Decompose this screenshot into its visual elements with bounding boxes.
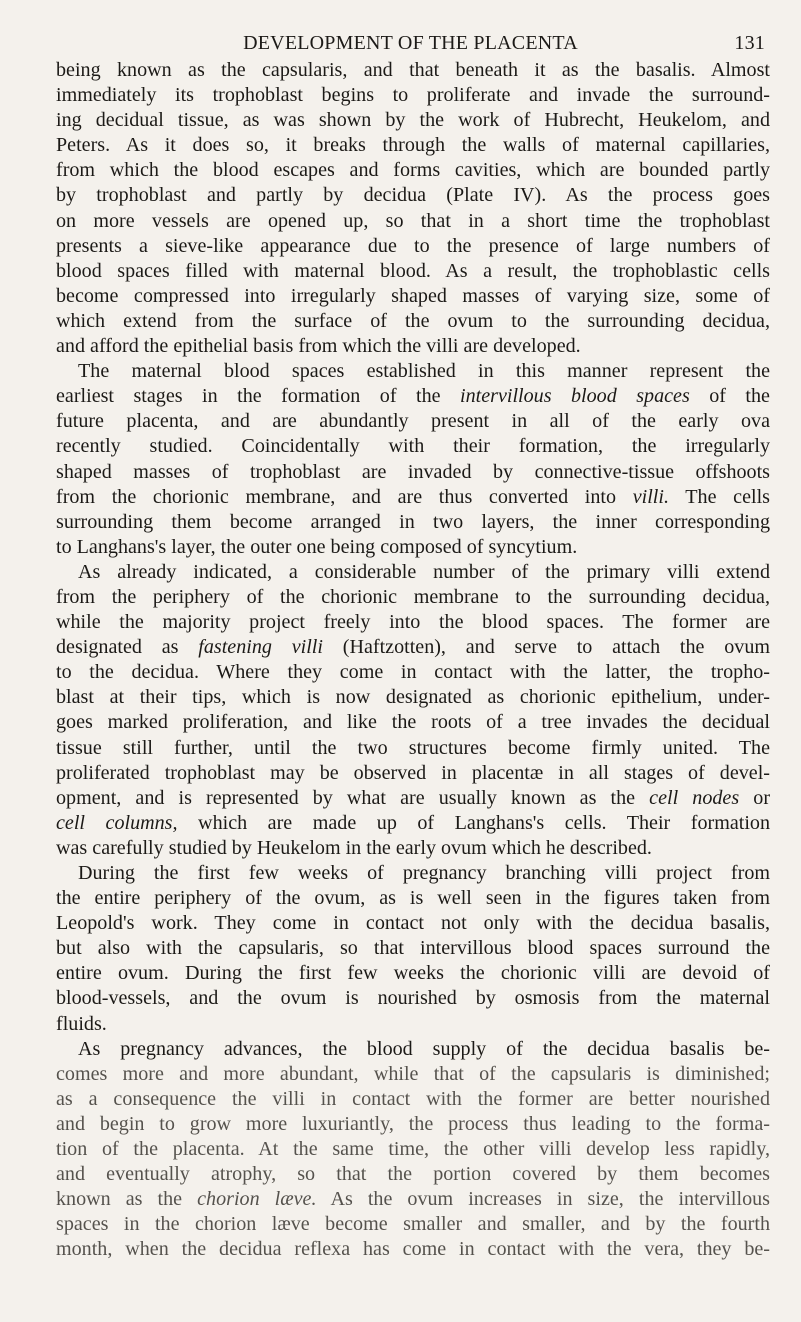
line-text: known as the <box>56 1188 198 1211</box>
text-line <box>56 560 770 585</box>
line-text: future placenta, and are abundantly present in all of the early ova <box>56 410 770 433</box>
line-text: tion of the placenta. At the same time, the other villi develop less rapidly, <box>56 1138 770 1161</box>
page-header <box>56 28 765 58</box>
text-line <box>56 1137 770 1162</box>
text-line <box>56 183 770 208</box>
text-line <box>56 133 770 158</box>
line-text: Peters. As it does so, it breaks through the walls of maternal capillaries, <box>56 134 770 157</box>
line-text: The cells <box>668 485 770 508</box>
text-line <box>56 1012 770 1037</box>
text-line <box>56 836 770 861</box>
text-line <box>56 234 770 259</box>
line-text: by trophoblast and partly by decidua (Plate IV). As the process goes <box>56 184 770 207</box>
line-text: designated as <box>56 636 199 659</box>
line-text: the entire periphery of the ovum, as is well seen in the figures taken from <box>56 887 770 910</box>
text-line <box>56 460 770 485</box>
text-line <box>56 635 770 660</box>
text-line <box>56 585 770 610</box>
line-text: ing decidual tissue, as was shown by the work of Hubrecht, Heukelom, and <box>56 109 770 132</box>
text-line <box>56 384 770 409</box>
text-line <box>56 710 770 735</box>
text-line <box>56 1037 770 1062</box>
line-text: and eventually atrophy, so that the portion covered by them becomes <box>56 1163 770 1186</box>
line-text: opment, and is represented by what are usually known as the <box>56 786 650 809</box>
text-line <box>56 886 770 911</box>
text-line <box>56 510 770 535</box>
line-text: fluids. <box>56 1012 107 1035</box>
line-text: As pregnancy advances, the blood supply of the decidua basalis be- <box>78 1037 770 1060</box>
text-line <box>56 811 770 836</box>
line-text: tissue still further, until the two structures become firmly united. The <box>56 736 770 759</box>
line-text: month, when the decidua reflexa has come in contact with the vera, they be- <box>56 1238 770 1261</box>
line-text: surrounding them become arranged in two layers, the inner corresponding <box>56 510 770 533</box>
line-text: and afford the epithelial basis from which the villi are developed. <box>56 335 581 358</box>
text-line <box>56 1062 770 1087</box>
text-line <box>56 434 770 459</box>
running-head: DEVELOPMENT OF THE PLACENTA <box>243 32 578 54</box>
text-line <box>56 861 770 886</box>
text-line <box>56 1212 770 1237</box>
text-line <box>56 961 770 986</box>
text-line <box>56 761 770 786</box>
line-text: blood-vessels, and the ovum is nourished by osmosis from the maternal <box>56 987 770 1010</box>
line-text: spaces in the chorion læve become smaller and smaller, and by the fourth <box>56 1213 770 1236</box>
line-text: proliferated trophoblast may be observed in placentæ in all stages of devel- <box>56 761 770 784</box>
line-text: presents a sieve-like appearance due to the presence of large numbers of <box>56 234 770 257</box>
line-text: or <box>739 786 771 809</box>
line-text: Leopold's work. They come in contact not only with the decidua basalis, <box>56 912 770 935</box>
text-line <box>56 1162 770 1187</box>
text-line <box>56 409 770 434</box>
line-text: As already indicated, a considerable number of the primary villi extend <box>78 560 770 583</box>
line-text: from which the blood escapes and forms cavities, which are bounded partly <box>56 159 770 182</box>
text-line <box>56 685 770 710</box>
text-line <box>56 309 770 334</box>
text-line <box>56 986 770 1011</box>
line-text: As the ovum increases in size, the intervillous <box>316 1188 770 1211</box>
text-line <box>56 359 770 384</box>
line-text: goes marked proliferation, and like the roots of a tree invades the decidual <box>56 711 770 734</box>
line-text: on more vessels are opened up, so that in a short time the trophoblast <box>56 209 770 232</box>
line-text: from the periphery of the chorionic membrane to the surrounding decidua, <box>56 585 770 608</box>
line-text: During the first few weeks of pregnancy branching villi project from <box>78 862 770 884</box>
text-line <box>56 1187 770 1212</box>
italic-term: intervillous blood spaces <box>460 385 690 408</box>
text-line <box>56 610 770 635</box>
italic-term: villi. <box>632 485 669 508</box>
text-line <box>56 158 770 183</box>
text-line <box>56 1237 770 1262</box>
text-line <box>56 786 770 811</box>
text-line <box>56 259 770 284</box>
text-line <box>56 535 770 560</box>
line-text: (Haftzotten), and serve to attach the ovum <box>322 636 770 659</box>
line-text: while the majority project freely into the blood spaces. The former are <box>56 611 770 634</box>
line-text: which are made up of Langhans's cells. Their formation <box>177 811 770 834</box>
line-text: to the decidua. Where they come in contact with the latter, the tropho- <box>56 661 770 684</box>
line-text: recently studied. Coincidentally with their formation, the irregularly <box>56 435 770 458</box>
text-line <box>56 660 770 685</box>
italic-term: cell nodes <box>649 786 740 809</box>
line-text: as a consequence the villi in contact with the former are better nourished <box>56 1087 770 1110</box>
italic-term: cell columns, <box>56 811 178 834</box>
line-text: The maternal blood spaces established in this manner represent the <box>78 360 770 383</box>
body-text <box>56 58 770 1263</box>
text-line <box>56 209 770 234</box>
line-text: being known as the capsularis, and that beneath it as the basalis. Almost <box>56 59 770 81</box>
text-line <box>56 911 770 936</box>
line-text: to Langhans's layer, the outer one being composed of syncytium. <box>56 535 578 558</box>
text-line <box>56 736 770 761</box>
line-text: was carefully studied by Heukelom in the early ovum which he described. <box>56 836 652 859</box>
line-text: and begin to grow more luxuriantly, the process thus leading to the forma- <box>56 1112 770 1135</box>
italic-term: chorion læve. <box>197 1188 317 1211</box>
text-line <box>56 58 770 83</box>
page-number: 131 <box>734 32 765 54</box>
line-text: which extend from the surface of the ovum to the surrounding decidua, <box>56 309 770 332</box>
line-text: become compressed into irregularly shaped masses of varying size, some of <box>56 284 770 307</box>
text-line <box>56 1112 770 1137</box>
text-line <box>56 108 770 133</box>
line-text: shaped masses of trophoblast are invaded by connective-tissue offshoots <box>56 460 770 483</box>
line-text: from the chorionic membrane, and are thus converted into <box>56 485 633 508</box>
line-text: earliest stages in the formation of the <box>56 385 460 408</box>
line-text: blast at their tips, which is now designated as chorionic epithelium, under- <box>56 686 770 709</box>
line-text: but also with the capsularis, so that intervillous blood spaces surround the <box>56 937 770 960</box>
text-line <box>56 1087 770 1112</box>
text-line <box>56 284 770 309</box>
text-line <box>56 83 770 108</box>
line-text: immediately its trophoblast begins to proliferate and invade the surround- <box>56 84 770 107</box>
italic-term: fastening villi <box>198 636 323 659</box>
line-text: blood spaces filled with maternal blood. As a result, the trophoblastic cells <box>56 259 770 282</box>
text-line <box>56 485 770 510</box>
line-text: of the <box>689 385 770 408</box>
line-text: entire ovum. During the first few weeks the chorionic villi are devoid of <box>56 962 770 985</box>
text-line <box>56 936 770 961</box>
line-text: comes more and more abundant, while that of the capsularis is diminished; <box>56 1062 770 1085</box>
text-line <box>56 334 770 359</box>
